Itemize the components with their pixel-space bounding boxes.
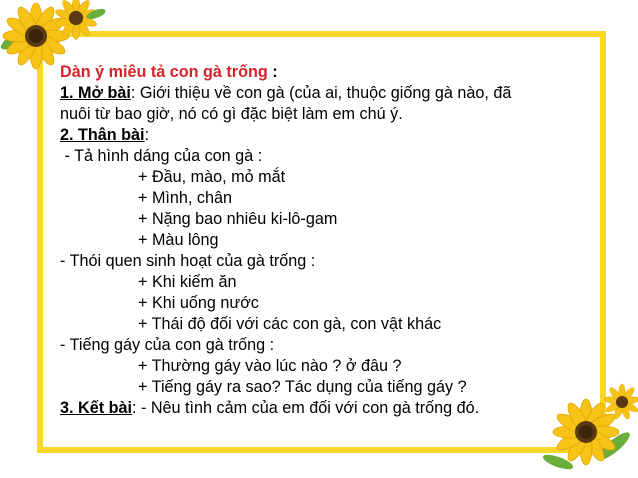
list-item: + Màu lông [138, 231, 219, 249]
outline-title: Dàn ý miêu tả con gà trống [60, 63, 268, 81]
conclusion-label: 3. Kết bài [60, 399, 132, 417]
list-item: + Mình, chân [138, 189, 233, 207]
intro-line-2: nuôi từ bao giờ, nó có gì đặc biệt làm em chú ý. [60, 105, 403, 123]
conclusion-colon: : [131, 399, 137, 417]
list-item: + Nặng bao nhiêu ki-lô-gam [138, 210, 338, 228]
intro-colon: : [130, 84, 136, 102]
list-item: + Khi uống nước [138, 294, 259, 312]
conclusion-text: - Nêu tình cảm của em đối với con gà trống đó. [136, 399, 480, 417]
intro-line [60, 83, 585, 104]
habits-heading: - Thói quen sinh hoạt của gà trống : [60, 252, 316, 270]
title-colon: : [267, 63, 278, 81]
intro-label: 1. Mở bài [60, 84, 131, 102]
shape-heading: - Tả hình dáng của con gà : [60, 147, 263, 165]
list-item: + Đầu, mào, mỏ mắt [138, 168, 286, 186]
list-item: + Thái độ đối với các con gà, con vật khác [138, 315, 442, 333]
outline-content [60, 62, 585, 419]
body-heading [60, 125, 585, 146]
body-colon: : [144, 126, 150, 144]
crow-heading: - Tiếng gáy của con gà trống : [60, 336, 275, 354]
body-label: 2. Thân bài [60, 126, 145, 144]
conclusion-line [60, 398, 585, 419]
list-item: + Thường gáy vào lúc nào ? ở đâu ? [138, 357, 402, 375]
intro-text-1: Giới thiệu về con gà (của ai, thuộc giống gà nào, đã [135, 84, 512, 102]
list-item: + Tiếng gáy ra sao? Tác dụng của tiếng gáy ? [138, 378, 467, 396]
list-item: + Khi kiếm ăn [138, 273, 237, 291]
outline-title-line [60, 62, 585, 83]
